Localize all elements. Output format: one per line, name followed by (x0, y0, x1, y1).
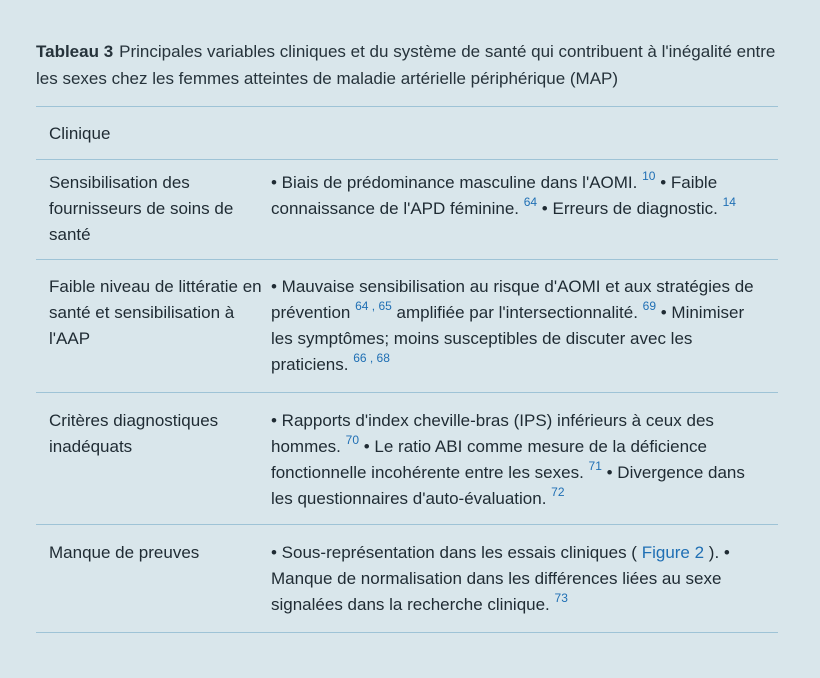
table-row (36, 160, 778, 260)
row-content (271, 260, 778, 393)
content-text: • Biais de prédominance masculine dans l'AOMI. (271, 173, 643, 192)
content-text: • Divergence dans les questionnaires d'auto-évaluation. (271, 463, 745, 508)
citation-link[interactable]: 64 (523, 195, 538, 209)
table-row (36, 393, 778, 525)
citation-link[interactable]: 72 (551, 485, 565, 499)
row-label: Manque de preuves (36, 525, 271, 633)
content-text: • Minimiser les symptômes; moins susceptibles de discuter avec les praticiens. (271, 303, 745, 374)
content-text: ). • Manque de normalisation dans les différences liées au sexe signalées dans la recherche clinique. (271, 543, 730, 614)
caption-label: Tableau 3 (36, 42, 114, 61)
row-label: Faible niveau de littératie en santé et sensibilisation à l'AAP (36, 260, 271, 393)
header-cell: Clinique (36, 107, 778, 160)
row-content (271, 160, 778, 260)
data-table (36, 106, 778, 633)
content-text: amplifiée par l'intersectionnalité. (391, 303, 643, 322)
caption-text: Principales variables cliniques et du système de santé qui contribuent à l'inégalité entre les sexes chez les femmes atteintes de maladie artérielle périphérique (MAP) (36, 42, 776, 88)
citation-link[interactable]: 66 , 68 (353, 351, 390, 365)
row-content (271, 393, 778, 525)
table-row (36, 525, 778, 633)
row-label: Sensibilisation des fournisseurs de soins de santé (36, 160, 271, 260)
citation-link[interactable]: 69 (642, 299, 657, 313)
table-row (36, 260, 778, 393)
row-content (271, 525, 778, 633)
table-caption (36, 38, 778, 92)
table-header-row (36, 107, 778, 160)
citation-link[interactable]: 70 (345, 433, 359, 447)
content-text: • Erreurs de diagnostic. (537, 199, 723, 218)
citation-link[interactable]: 73 (554, 591, 568, 605)
row-label: Critères diagnostiques inadéquats (36, 393, 271, 525)
content-text: • Rapports d'index cheville-bras (IPS) inférieurs à ceux des hommes. (271, 411, 714, 456)
table-wrapper (36, 38, 778, 633)
content-text: • Le ratio ABI comme mesure de la déficience fonctionnelle incohérente entre les sexes. (271, 437, 708, 482)
figure-link[interactable]: Figure 2 (641, 543, 705, 562)
content-text: • Sous-représentation dans les essais cliniques ( (271, 543, 642, 562)
citation-link[interactable]: 71 (588, 459, 602, 473)
citation-link[interactable]: 64 , 65 (355, 299, 392, 313)
content-text: • Faible connaissance de l'APD féminine. (271, 173, 718, 218)
content-text: • Mauvaise sensibilisation au risque d'AOMI et aux stratégies de prévention (271, 277, 754, 322)
citation-link[interactable]: 14 (722, 195, 736, 209)
citation-link[interactable]: 10 (642, 169, 656, 183)
